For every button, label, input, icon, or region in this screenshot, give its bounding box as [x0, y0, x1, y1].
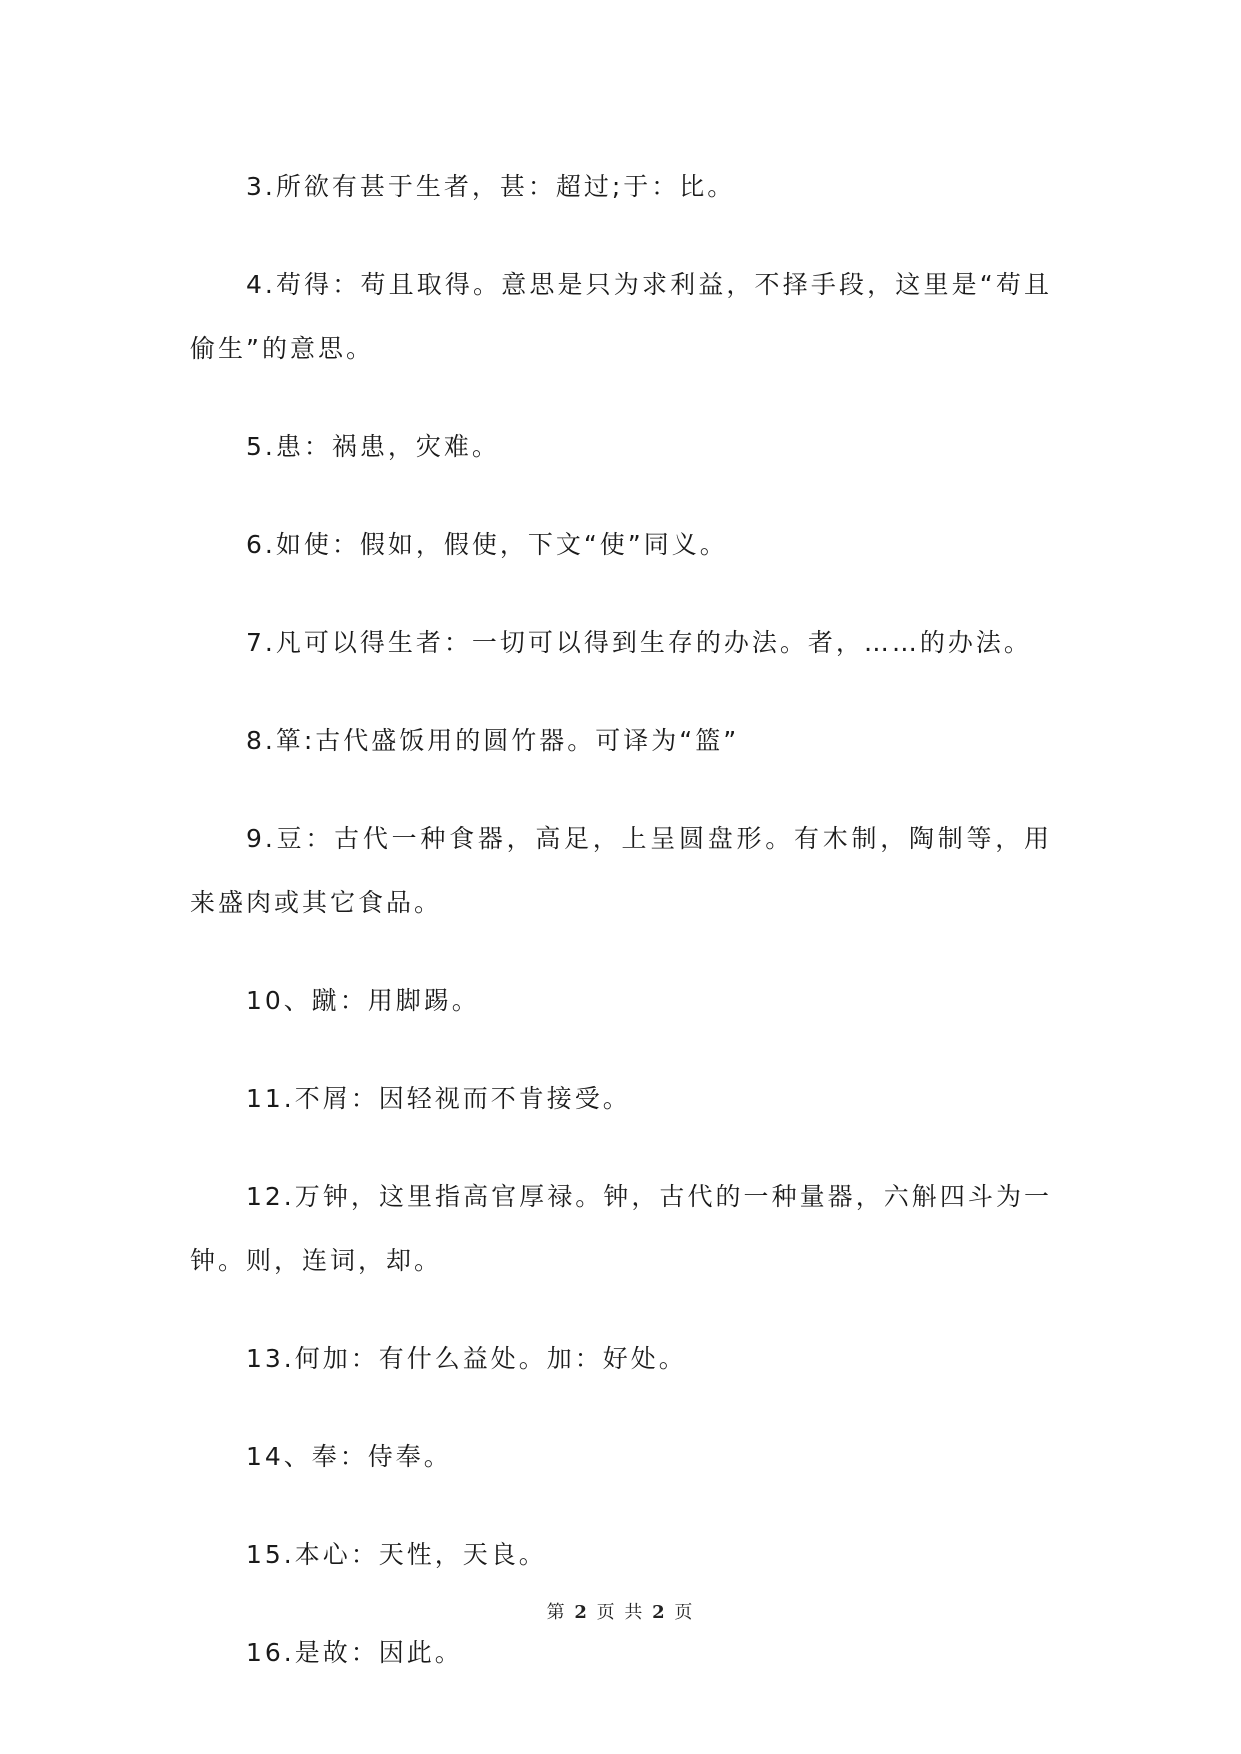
annotation-item: 12.万钟，这里指高官厚禄。钟，古代的一种量器，六斛四斗为一钟。则，连词，却。: [190, 1182, 1052, 1275]
annotation-item: 13.何加：有什么益处。加：好处。: [246, 1344, 687, 1373]
annotation-item: 8.箪:古代盛饭用的圆竹器。可译为“篮”: [246, 726, 740, 755]
footer-middle: 页 共: [596, 1602, 645, 1623]
annotation-item: 7.凡可以得生者：一切可以得到生存的办法。者，……的办法。: [246, 628, 1032, 657]
annotation-item: 10、蹴：用脚踢。: [246, 986, 480, 1015]
annotation-item: 5.患：祸患，灾难。: [246, 432, 500, 461]
annotation-item: 4.苟得：苟且取得。意思是只为求利益，不择手段，这里是“苟且偷生”的意思。: [190, 270, 1052, 363]
annotation-list: [190, 155, 1052, 1719]
annotation-item: 14、奉：侍奉。: [246, 1442, 452, 1471]
annotation-item: 6.如使：假如，假使，下文“使”同义。: [246, 530, 728, 559]
annotation-item: 9.豆：古代一种食器，高足，上呈圆盘形。有木制，陶制等，用来盛肉或其它食品。: [190, 824, 1052, 917]
current-page-number: 2: [574, 1602, 589, 1623]
annotation-item: 3.所欲有甚于生者，甚：超过;于：比。: [246, 172, 736, 201]
footer-suffix: 页: [674, 1602, 695, 1623]
annotation-item: 11.不屑：因轻视而不肯接受。: [246, 1084, 631, 1113]
annotation-item: 15.本心：天性，天良。: [246, 1540, 547, 1569]
page-footer: [0, 1598, 1241, 1624]
footer-prefix: 第: [546, 1602, 567, 1623]
total-page-number: 2: [652, 1602, 667, 1623]
annotation-item: 16.是故：因此。: [246, 1638, 463, 1667]
